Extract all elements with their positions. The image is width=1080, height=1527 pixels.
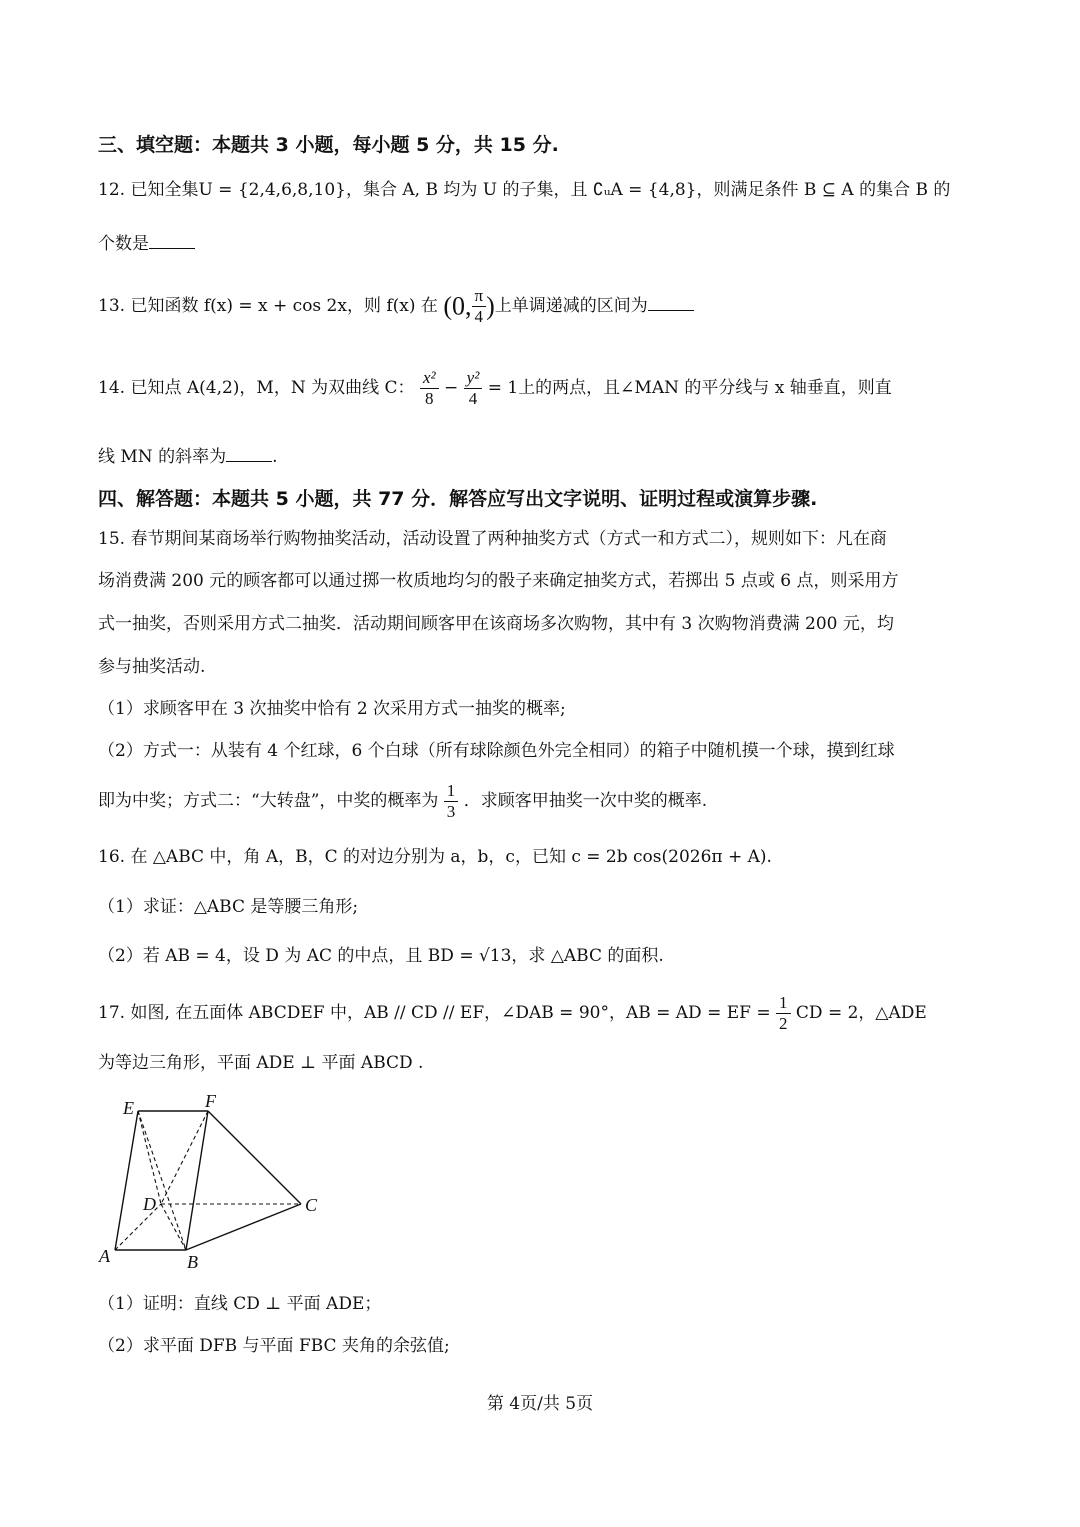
q14-end: . <box>272 447 278 467</box>
q13-pi: π <box>472 286 487 307</box>
q14-frac-x <box>420 368 439 409</box>
q13-pi-over-4 <box>472 286 487 327</box>
q12-line2 <box>98 230 195 256</box>
label-D: D <box>143 1194 156 1214</box>
q17-part1: （1）证明：直线 CD ⊥ 平面 ADE； <box>98 1294 382 1314</box>
label-A: A <box>99 1246 110 1266</box>
q12-line2-text: 个数是 <box>98 234 149 254</box>
label-F: F <box>205 1091 216 1111</box>
label-B: B <box>187 1252 198 1270</box>
q12-answer-blank <box>149 230 195 249</box>
q15-line4: 参与抽奖活动. <box>98 657 206 677</box>
section-3-heading: 三、填空题：本题共 3 小题，每小题 5 分，共 15 分. <box>98 134 559 156</box>
q15-line2: 场消费满 200 元的顾客都可以通过掷一枚质地均匀的骰子来确定抽奖方式，若掷出 5 点或 6 点，则采用方 <box>98 571 899 591</box>
q12-line1: 12. 已知全集U = {2,4,6,8,10}，集合 A, B 均为 U 的子集，且 ∁ᵤA = {4,8}，则满足条件 B ⊆ A 的集合 B 的 <box>98 180 951 200</box>
q15-line3: 式一抽奖，否则采用方式二抽奖．活动期间顾客甲在该商场多次购物，其中有 3 次购物消费满 200 元，均 <box>98 614 894 634</box>
edge-EB-hidden <box>138 1111 186 1250</box>
q14-den1: 8 <box>425 389 434 408</box>
q15-part2-post: ．求顾客甲抽奖一次中奖的概率. <box>463 791 708 811</box>
q17-pentahedron-figure <box>95 1090 335 1270</box>
q17-half-den: 2 <box>779 1014 788 1033</box>
q16-part2: （2）若 AB = 4，设 D 为 AC 的中点，且 BD = √13，求 △ABC 的面积. <box>98 946 664 966</box>
q15-fraction-one-third <box>444 781 459 822</box>
q15-part2-line2 <box>98 778 707 824</box>
q14-prefix: 14. 已知点 A(4,2)，M，N 为双曲线 C： <box>98 378 415 398</box>
section-4-heading: 四、解答题：本题共 5 小题，共 77 分．解答应写出文字说明、证明过程或演算步骤. <box>98 488 818 510</box>
label-E: E <box>123 1098 134 1118</box>
q15-line1: 15. 春节期间某商场举行购物抽奖活动，活动设置了两种抽奖方式（方式一和方式二），规则如下：凡在商 <box>98 529 887 549</box>
q15-part2-line1: （2）方式一：从装有 4 个红球，6 个白球（所有球除颜色外完全相同）的箱子中随机摸一个球，摸到红球 <box>98 741 895 761</box>
q17-fraction-half <box>776 993 791 1034</box>
q17-half-num: 1 <box>776 993 791 1014</box>
q17-stem-post: CD = 2，△ADE <box>795 1003 927 1023</box>
q17-line2: 为等边三角形，平面 ADE ⊥ 平面 ABCD . <box>98 1053 424 1073</box>
q14-x2: x² <box>420 368 439 389</box>
q13-four: 4 <box>474 307 484 326</box>
q14-frac-y <box>464 368 483 409</box>
q14-y2: y² <box>464 368 483 389</box>
q14-den2: 4 <box>468 389 478 408</box>
edge-ED-hidden <box>138 1111 161 1204</box>
q15-frac-den: 3 <box>446 802 456 821</box>
edge-BC <box>186 1204 301 1250</box>
q14-answer-blank <box>226 443 272 462</box>
q13 <box>98 284 694 329</box>
q14 <box>98 364 892 412</box>
page-footer: 第 4页/共 5页 <box>486 1394 594 1414</box>
q14-line2-text: 线 MN 的斜率为 <box>98 447 227 467</box>
edge-FC <box>208 1111 301 1204</box>
q14-eq: = 1 <box>487 378 519 398</box>
q14-line2 <box>98 443 278 469</box>
q13-interval-open: (0, <box>443 291 472 321</box>
q13-suffix: 上单调递减的区间为 <box>494 296 648 316</box>
label-C: C <box>305 1195 318 1215</box>
q17-part2: （2）求平面 DFB 与平面 FBC 夹角的余弦值; <box>98 1336 450 1356</box>
q17-stem-pre: 17. 如图, 在五面体 ABCDEF 中，AB // CD // EF，∠DAB = 90°，AB = AD = EF = <box>98 1003 771 1023</box>
q13-prefix: 13. 已知函数 f(x) = x + cos 2x，则 f(x) 在 <box>98 296 438 316</box>
q15-part1: （1）求顾客甲在 3 次抽奖中恰有 2 次采用方式一抽奖的概率; <box>98 699 566 719</box>
q13-interval-close: ) <box>486 291 495 321</box>
q16-stem: 16. 在 △ABC 中，角 A，B，C 的对边分别为 a，b，c，已知 c = 2b cos(2026π + A). <box>98 847 772 867</box>
q14-suffix: 上的两点，且∠MAN 的平分线与 x 轴垂直，则直 <box>518 378 892 398</box>
q15-frac-num: 1 <box>444 781 459 802</box>
q14-minus: − <box>444 378 459 398</box>
edge-DB-hidden <box>161 1204 186 1250</box>
edge-EA <box>115 1111 138 1250</box>
q16-part1: （1）求证：△ABC 是等腰三角形; <box>98 897 359 917</box>
q15-part2-pre: 即为中奖；方式二：“大转盘”，中奖的概率为 <box>98 791 439 811</box>
q13-answer-blank <box>648 292 694 311</box>
q17-stem <box>98 990 927 1036</box>
